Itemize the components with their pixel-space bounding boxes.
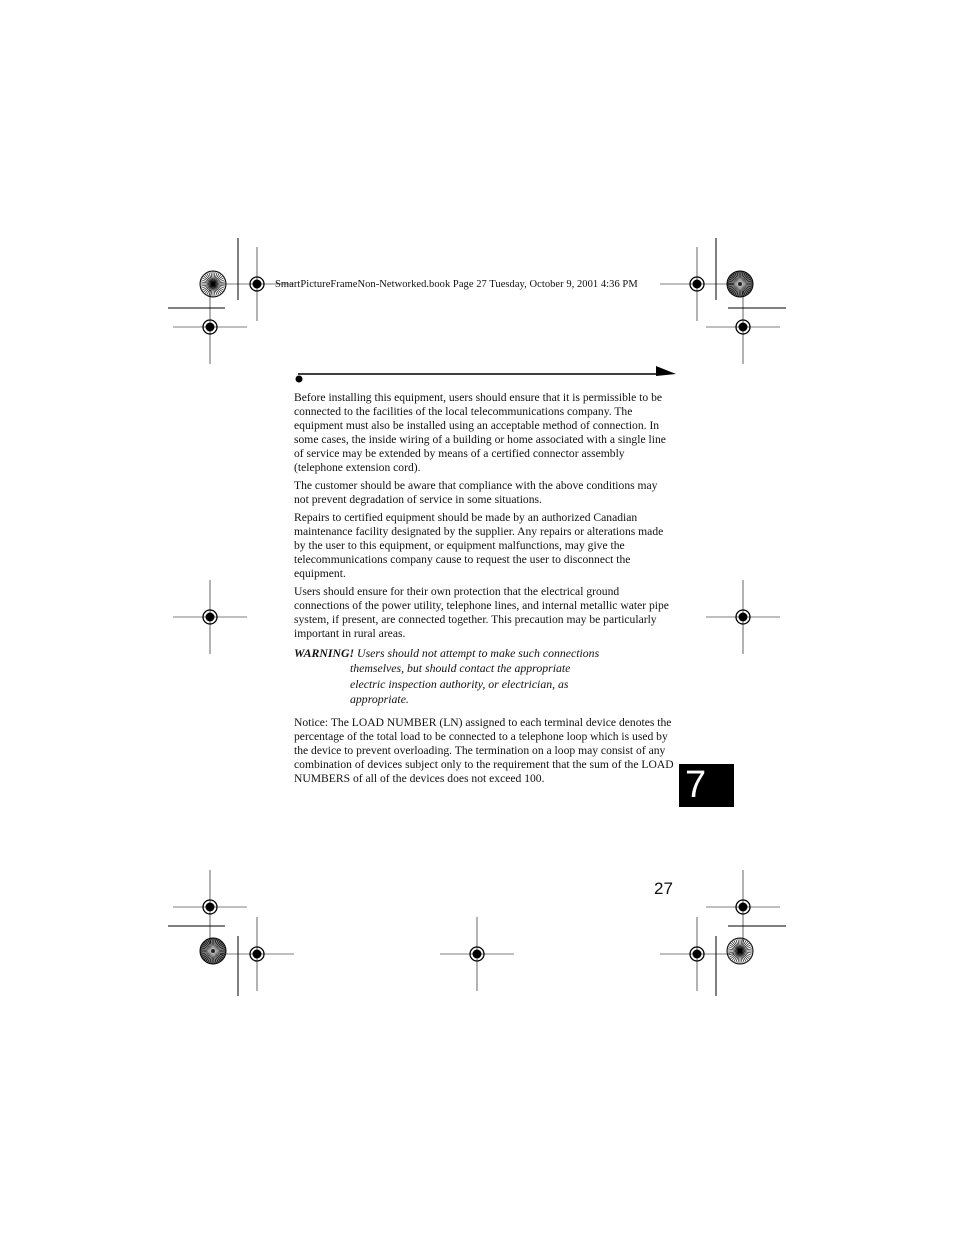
registration-target-top-right xyxy=(660,247,734,321)
paragraph-repairs: Repairs to certified equipment should be made by an authorized Canadian maintenance facility designated by the supplier. Any repairs or alterations made by the user to this equipment, or equipment malfunctions, may give the telecommunications company cause to request the user to disconnect the equipment. xyxy=(294,511,664,580)
starburst-bottom-right xyxy=(727,938,753,964)
paragraph-installation: Before installing this equipment, users should ensure that it is permissible to be connected to the facilities of the local telecommunications company. The equipment must also be installed using an acceptable method of connection. In some cases, the inside wiring of a building or home associated with a single line of service may be extended by means of a certified connector assembly (telephone extension cord). xyxy=(294,391,666,474)
warning-line-3: electric inspection authority, or electrician, as xyxy=(350,676,569,691)
registration-target-left-middle xyxy=(173,580,247,654)
warning-line-4: appropriate. xyxy=(350,692,409,707)
registration-target-bottom-center xyxy=(440,917,514,991)
registration-target-right-lower xyxy=(706,870,780,944)
paragraph-notice: Notice: The LOAD NUMBER (LN) assigned to each terminal device denotes the percentage of the total load to be connected to a telephone loop which is used by the device to prevent overloading. The termination on a loop may consist of any combination of devices subject only to the requirement that the sum of the LOAD NUMBERS of all of the devices does not exceed 100. xyxy=(294,715,674,785)
header-file-info: SmartPictureFrameNon-Networked.book Page 27 Tuesday, October 9, 2001 4:36 PM xyxy=(275,279,638,290)
registration-target-bottom-right xyxy=(660,917,734,991)
paragraph-grounding: Users should ensure for their own protection that the electrical ground connections of the power utility, telephone lines, and internal metallic water pipe system, if present, are connected together. This precaution may be particularly important in rural areas. xyxy=(294,585,669,640)
registration-target-left-upper xyxy=(173,290,247,364)
warning-line-2: themselves, but should contact the appropriate xyxy=(350,661,571,676)
warning-label: WARNING! xyxy=(294,646,355,660)
page-number: 27 xyxy=(654,879,673,898)
registration-target-bottom-left xyxy=(220,917,294,991)
starburst-bottom-left xyxy=(200,938,226,964)
registration-target-left-lower xyxy=(173,870,247,944)
warning-block xyxy=(294,646,674,708)
warning-line-1: Users should not attempt to make such connections xyxy=(357,646,600,660)
chapter-tab: 7 xyxy=(679,764,734,807)
registration-target-right-middle xyxy=(706,580,780,654)
main-text xyxy=(294,391,674,790)
registration-target-right-upper xyxy=(706,290,780,364)
section-rule-arrow xyxy=(290,360,682,388)
paragraph-compliance: The customer should be aware that compliance with the above conditions may not prevent degradation of service in some situations. xyxy=(294,479,658,506)
